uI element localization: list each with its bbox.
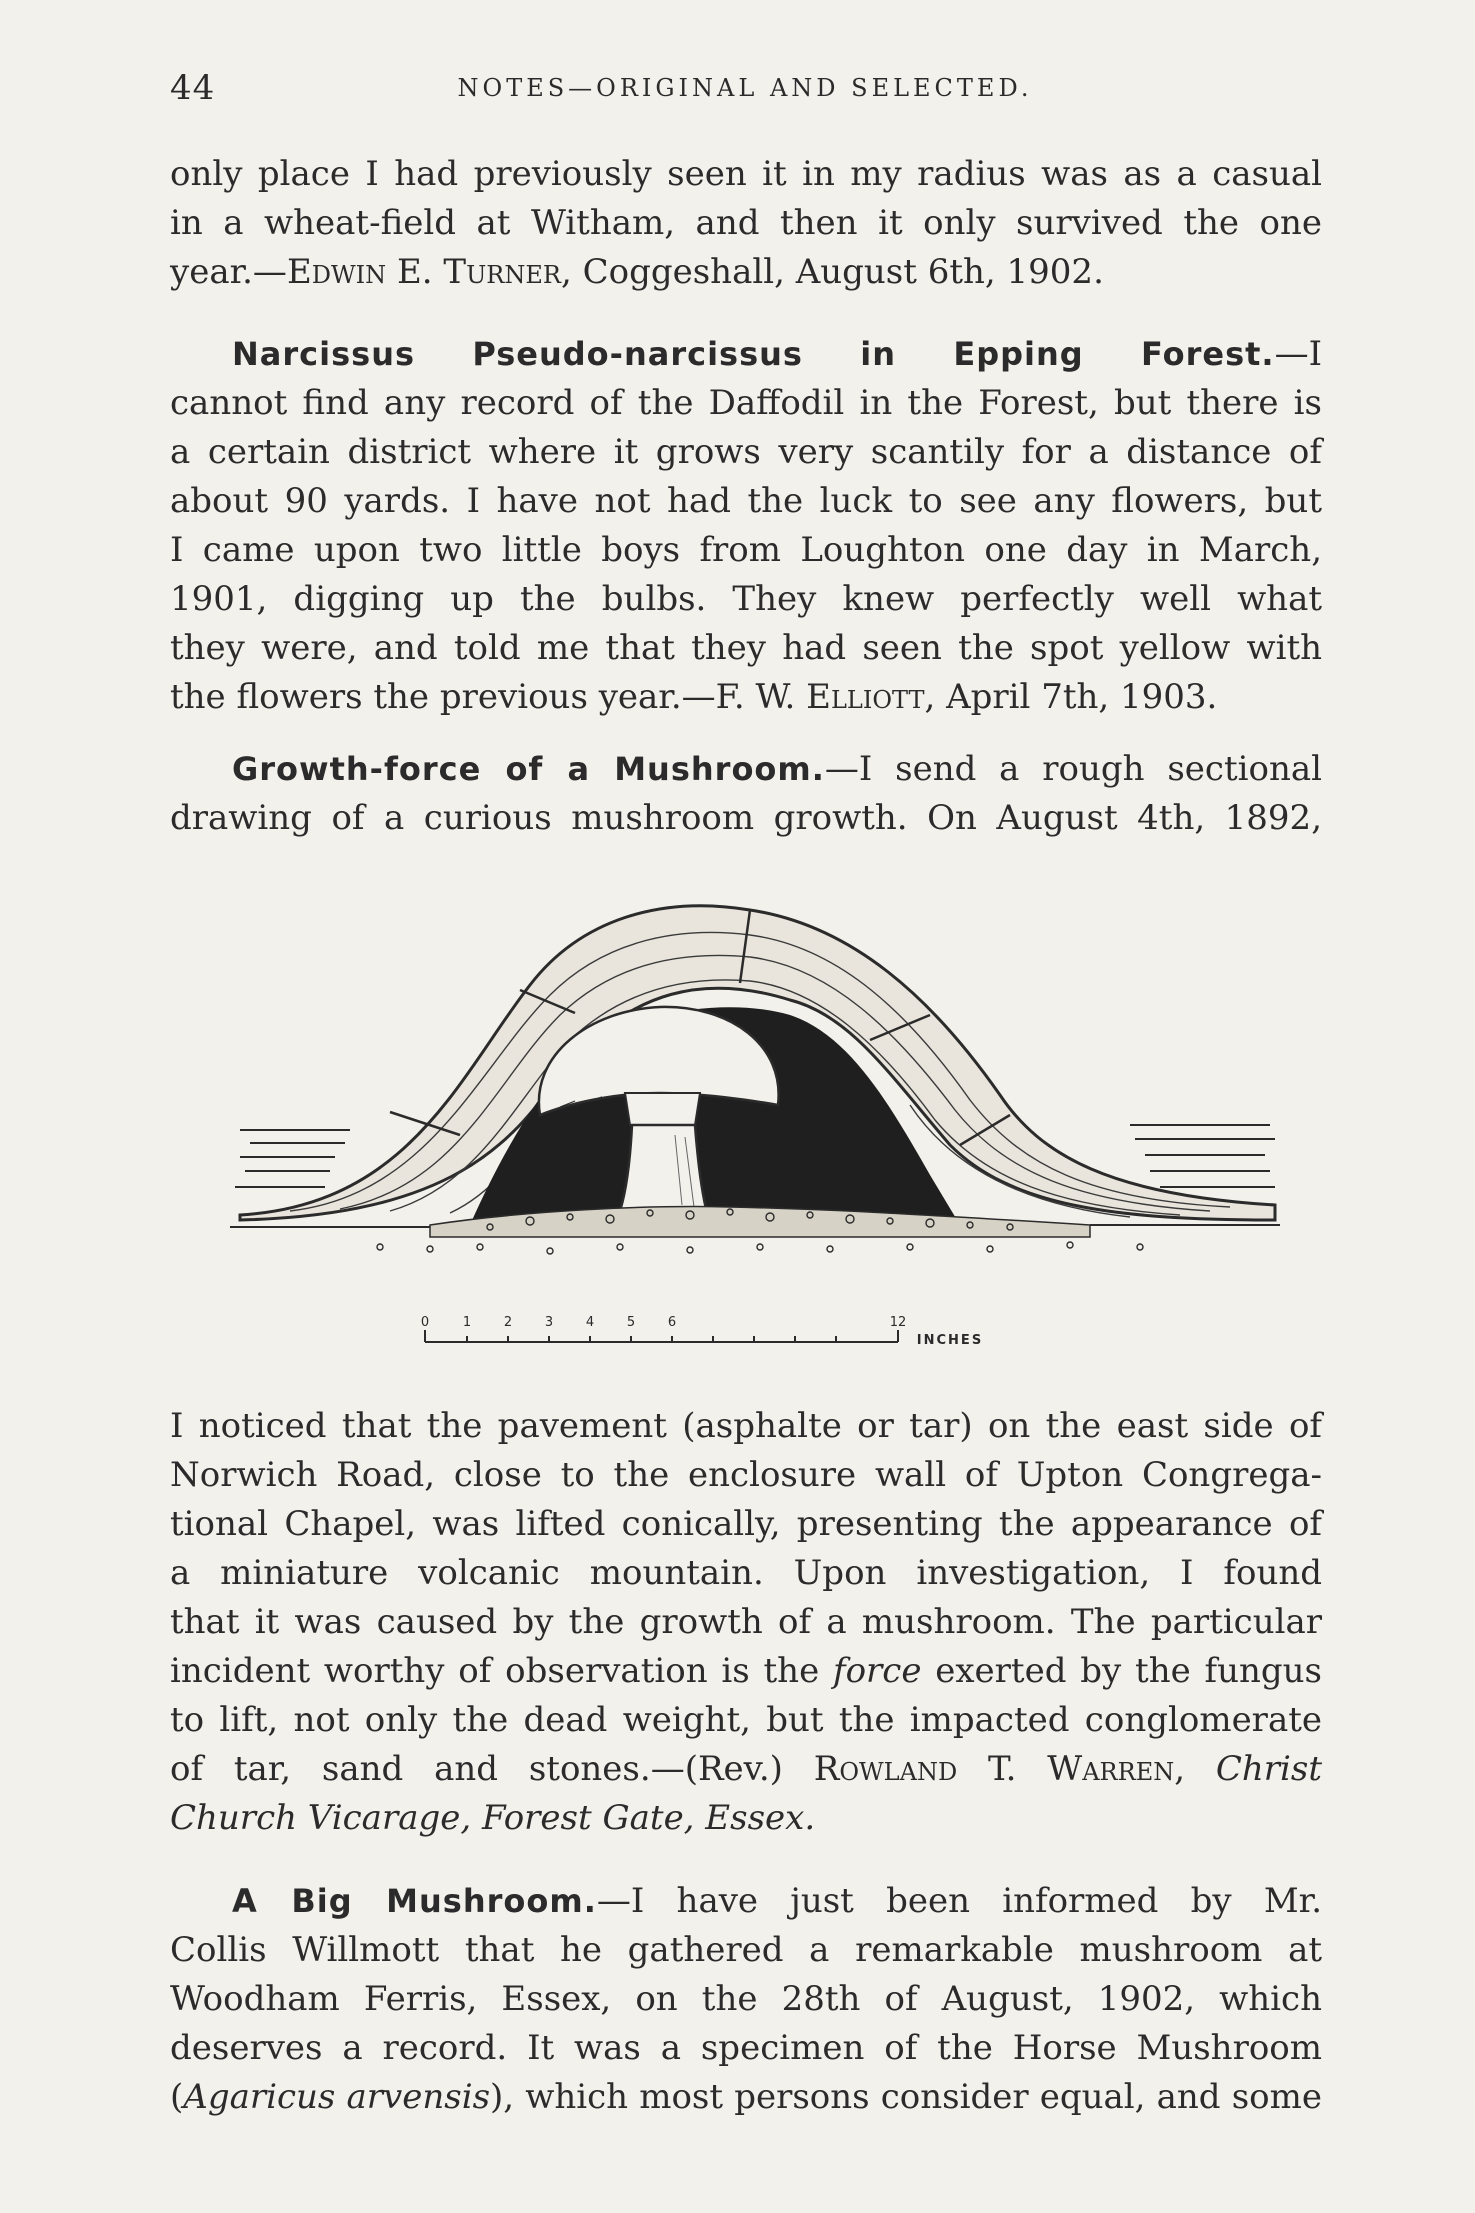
text-line: (Agaricus arvensis), which most persons consider equal, and some <box>170 2077 1322 2117</box>
address: Church Vicarage, Forest Gate, Essex. <box>170 1798 816 1838</box>
text-line: tional Chapel, was lifted conically, presenting the appearance of <box>170 1504 1322 1544</box>
species-name: Agaricus arvensis <box>183 2077 491 2117</box>
scale-tick-label: 12 <box>889 1315 907 1330</box>
text-line: they were, and told me that they had seen the spot yellow with <box>170 628 1322 668</box>
text-line: Growth-force of a Mushroom.—I send a rough sectional <box>232 749 1323 789</box>
scale-tick-label: 2 <box>503 1315 513 1330</box>
text-line: incident worthy of observation is the force exerted by the fungus <box>170 1651 1322 1691</box>
text-line: a miniature volcanic mountain. Upon investigation, I found <box>170 1553 1322 1593</box>
mushroom-section-illustration <box>230 875 1290 1360</box>
text-line: I came upon two little boys from Loughton one day in March, <box>170 530 1322 570</box>
text-line: that it was caused by the growth of a mushroom. The particular <box>170 1602 1322 1642</box>
text-line: the flowers the previous year.—F. W. Elliott, April 7th, 1903. <box>170 677 1218 717</box>
text-line: 1901, digging up the bulbs. They knew perfectly well what <box>170 579 1322 619</box>
scale-tick-label: 5 <box>626 1315 636 1330</box>
growth-force-note <box>170 745 1322 843</box>
emphasis: force <box>832 1651 922 1691</box>
big-mushroom-note <box>170 1877 1322 2122</box>
text-line: year.—Edwin E. Turner, Coggeshall, August 6th, 1902. <box>170 252 1104 292</box>
running-head: NOTES—ORIGINAL AND SELECTED. <box>457 74 1033 102</box>
note-heading: A Big Mushroom. <box>232 1882 597 1920</box>
text-line: in a wheat-field at Witham, and then it only survived the one <box>170 203 1322 243</box>
text-line: drawing of a curious mushroom growth. On August 4th, 1892, <box>170 798 1322 838</box>
scale-tick-label: 3 <box>544 1315 554 1330</box>
text-line: Norwich Road, close to the enclosure wall of Upton Congrega- <box>170 1455 1322 1495</box>
text-line: I noticed that the pavement (asphalte or tar) on the east side of <box>170 1406 1322 1446</box>
narcissus-note <box>170 330 1322 722</box>
text-line: A Big Mushroom.—I have just been informed by Mr. <box>232 1881 1322 1921</box>
text-line: only place I had previously seen it in my radius was as a casual <box>170 154 1322 194</box>
text-line: of tar, sand and stones.—(Rev.) Rowland T. Warren, Christ <box>170 1749 1322 1789</box>
scale-unit-label: INCHES <box>916 1333 984 1348</box>
text-line: Collis Willmott that he gathered a remarkable mushroom at <box>170 1930 1322 1970</box>
note-heading: Narcissus Pseudo-narcissus in Epping Forest. <box>232 335 1275 373</box>
author-name: Elliott <box>806 677 925 717</box>
text-line: Woodham Ferris, Essex, on the 28th of August, 1902, which <box>170 1979 1322 2019</box>
scale-tick-label: 0 <box>420 1315 430 1330</box>
growth-force-note-continued <box>170 1402 1322 1843</box>
text-line: deserves a record. It was a specimen of the Horse Mushroom <box>170 2028 1322 2068</box>
text-line: Narcissus Pseudo-narcissus in Epping Forest.—I <box>232 334 1322 374</box>
page-header <box>170 68 1320 118</box>
text-line: a certain district where it grows very scantily for a distance of <box>170 432 1322 472</box>
text-line: to lift, not only the dead weight, but the impacted conglomerate <box>170 1700 1322 1740</box>
author-name: Rowland T. Warren <box>813 1749 1175 1789</box>
author-name: Edwin E. Turner <box>286 252 561 292</box>
continued-note-paragraph <box>170 150 1322 297</box>
text-line <box>170 1794 1322 1843</box>
scale-tick-label: 1 <box>462 1315 472 1330</box>
scale-bar <box>425 1330 898 1342</box>
scale-tick-label: 4 <box>585 1315 595 1330</box>
text-line: cannot find any record of the Daffodil in the Forest, but there is <box>170 383 1322 423</box>
scale-tick-label: 6 <box>667 1315 677 1330</box>
text-line: about 90 yards. I have not had the luck to see any flowers, but <box>170 481 1322 521</box>
note-heading: Growth-force of a Mushroom. <box>232 750 825 788</box>
page-number: 44 <box>170 68 216 108</box>
